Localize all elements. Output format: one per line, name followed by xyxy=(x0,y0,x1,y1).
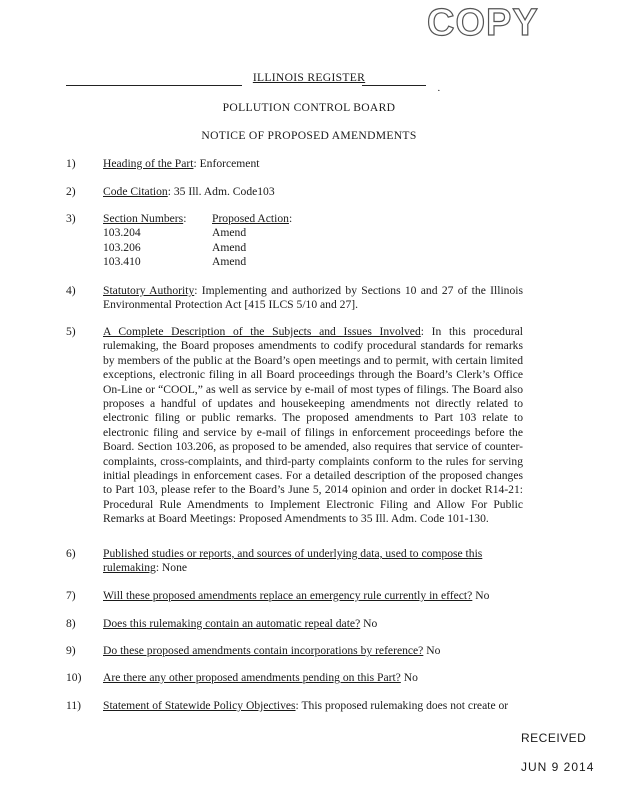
item-text: : 35 Ill. Adm. Code103 xyxy=(167,185,275,198)
item-number: 6) xyxy=(66,547,76,560)
item-body xyxy=(103,617,523,631)
item-body xyxy=(103,589,523,603)
copy-stamp: COPY xyxy=(427,2,539,44)
item-number: 2) xyxy=(66,185,76,198)
item-label: Will these proposed amendments replace an emergency rule currently in effect? xyxy=(103,589,473,602)
section-numbers-label: Section Numbers xyxy=(103,212,184,225)
proposed-action: Amend xyxy=(212,226,247,240)
item-label: Code Citation xyxy=(103,185,168,198)
register-title: ILLINOIS REGISTER xyxy=(252,71,366,84)
item-body xyxy=(103,284,523,313)
item-body xyxy=(103,157,523,171)
item-text: No xyxy=(472,589,490,602)
item-text: : Enforcement xyxy=(193,157,260,170)
item-label: Do these proposed amendments contain incorporations by reference? xyxy=(103,644,424,657)
item-label: Heading of the Part xyxy=(103,157,194,170)
item-label: Statement of Statewide Policy Objectives xyxy=(103,699,296,712)
item-body xyxy=(103,671,523,685)
item-text: : In this procedural rulemaking, the Board proposes amendments to codify procedural standards for remarks by members of the public at the Board’s open meetings and to permit, with certain limited exceptions, electronic filing in all Board proceedings through the Board’s Clerk’s Office On-Line or “COOL,” as well as service by e-mail of most types of filings. The Board also proposes a handful of updates and housekeeping amendments not directly related to electronic filing or public remarks. The proposed amendments to Part 103 relate to electronic filing and service by e-mail of filings in enforcement proceedings before the Board. Section 103.206, as proposed to be amended, also requires that service of counter-complaints, cross-complaints, and third-party complaints conform to the rules for serving initial pleadings in enforcement cases. For a detailed description of the proposed changes to Part 103, please refer to the Board’s June 5, 2014 opinion and order in docket R14-21: Procedural Rule Amendments to Implement Electronic Filing and Allow For Public Remarks at Board Meetings: Proposed Amendments to 35 Ill. Adm. Code 101-130. xyxy=(103,325,523,526)
proposed-action-column: Proposed Action: Amend Amend Amend xyxy=(212,212,293,268)
item-text: : None xyxy=(155,561,188,575)
item-number: 7) xyxy=(66,589,76,602)
item-number: 8) xyxy=(66,617,76,630)
item-text: : Implementing and authorized by Sections 10 and 27 of the Illinois Environmental Protection Act [415 ILCS 5/10 and 27]. xyxy=(103,284,523,312)
received-date: JUN 9 2014 xyxy=(521,760,595,774)
item-body xyxy=(103,547,503,576)
proposed-action: Amend xyxy=(212,254,247,268)
section-number: 103.206 xyxy=(103,240,141,254)
item-number: 11) xyxy=(66,699,82,712)
item-label: Statutory Authority xyxy=(103,284,195,297)
item-body xyxy=(103,644,523,658)
item-text: No xyxy=(423,644,441,657)
item-body xyxy=(103,325,523,527)
received-stamp: RECEIVED xyxy=(521,731,587,745)
item-label: Does this rulemaking contain an automatic repeal date? xyxy=(103,617,361,630)
item-text: No xyxy=(360,617,378,630)
board-name: POLLUTION CONTROL BOARD xyxy=(222,101,396,114)
item-body xyxy=(103,185,523,199)
item-body xyxy=(103,699,523,713)
item-number: 5) xyxy=(66,325,76,338)
section-number: 103.410 xyxy=(103,254,141,268)
item-number: 10) xyxy=(66,671,82,684)
item-number: 4) xyxy=(66,284,76,297)
item-label: Are there any other proposed amendments pending on this Part? xyxy=(103,671,401,684)
section-number: 103.204 xyxy=(103,226,141,240)
item-label: Published studies or reports, and sources of underlying data, used to compose this rulemaking xyxy=(103,547,483,575)
notice-title: NOTICE OF PROPOSED AMENDMENTS xyxy=(201,129,417,142)
proposed-action-label: Proposed Action xyxy=(212,212,289,225)
item-text: : This proposed rulemaking does not create or xyxy=(295,699,509,712)
item-number: 3) xyxy=(66,212,76,225)
item-text: No xyxy=(400,671,418,684)
section-numbers-column: Section Numbers: 103.204 103.206 103.410 xyxy=(103,212,187,268)
item-number: 1) xyxy=(66,157,76,170)
item-number: 9) xyxy=(66,644,76,657)
item-label: A Complete Description of the Subjects and Issues Involved xyxy=(103,325,421,338)
proposed-action: Amend xyxy=(212,240,247,254)
header-tick: · xyxy=(437,85,441,97)
